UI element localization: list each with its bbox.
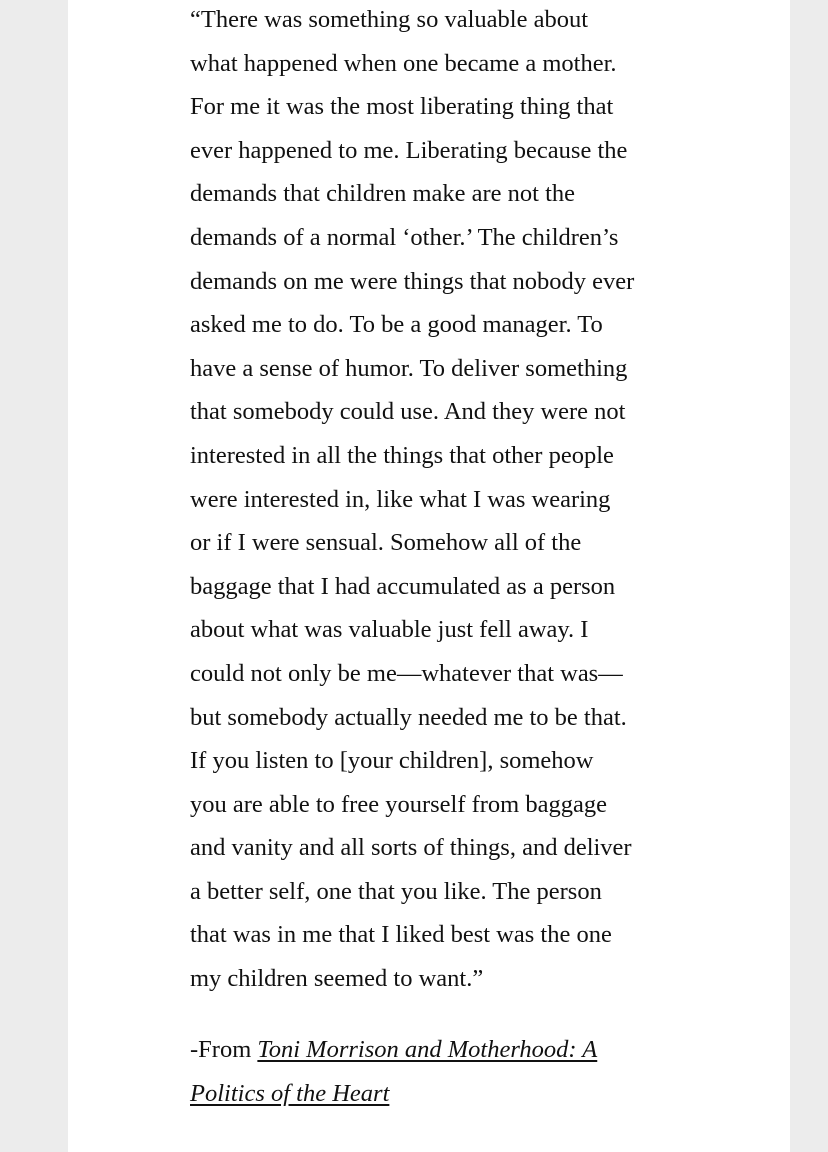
- quote-line: demands of a normal ‘other.’ The children’s: [190, 223, 619, 251]
- quote-line: what happened when one became a mother.: [190, 49, 617, 77]
- quote-line: have a sense of humor. To deliver something: [190, 354, 628, 382]
- quote-line: you are able to free yourself from baggage: [190, 790, 607, 818]
- quote-line: about what was valuable just fell away. I: [190, 616, 589, 644]
- quote-line: baggage that I had accumulated as a person: [190, 572, 616, 600]
- quote-line: If you listen to [your children], somehow: [190, 747, 594, 775]
- quote-line: could not only be me—whatever that was—: [190, 659, 623, 687]
- quote-line: demands on me were things that nobody ever: [190, 267, 635, 295]
- book-title-link-continued[interactable]: Politics of the Heart: [190, 1079, 390, 1107]
- quote-line: For me it was the most liberating thing that: [190, 93, 614, 121]
- book-title-link[interactable]: Toni Morrison and Motherhood: A: [257, 1036, 598, 1063]
- quote-line: were interested in, like what I was wearing: [190, 485, 611, 513]
- quote-line: asked me to do. To be a good manager. To: [190, 311, 603, 339]
- source-line-1: [190, 1028, 790, 1072]
- quote-line: that was in me that I liked best was the one: [190, 921, 612, 949]
- source-line-2: [190, 1072, 790, 1116]
- quote-line: a better self, one that you like. The person: [190, 877, 602, 905]
- quote-line: or if I were sensual. Somehow all of the: [190, 529, 582, 557]
- source-citation: [190, 1028, 790, 1115]
- quote-line: ever happened to me. Liberating because the: [190, 136, 628, 164]
- quote-line: “There was something so valuable about: [190, 6, 589, 33]
- quote-block: [190, 0, 790, 1003]
- quote-line: that somebody could use. And they were not: [190, 398, 626, 426]
- source-prefix: -From: [190, 1036, 258, 1063]
- quote-line: interested in all the things that other people: [190, 441, 614, 469]
- quote-line: demands that children make are not the: [190, 180, 576, 208]
- quote-line: and vanity and all sorts of things, and deliver: [190, 834, 632, 862]
- quote-line: but somebody actually needed me to be that.: [190, 703, 627, 731]
- quote-line: my children seemed to want.”: [190, 965, 484, 993]
